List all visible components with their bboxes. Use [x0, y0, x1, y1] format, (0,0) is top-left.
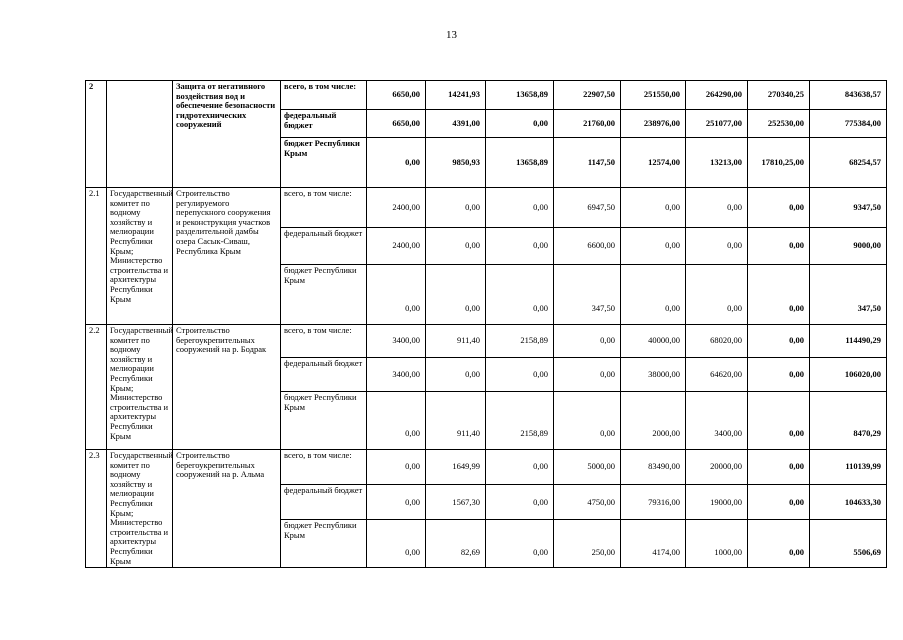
funding-source-label: всего, в том числе: — [281, 450, 367, 485]
value-cell: 3400,00 — [686, 392, 748, 450]
value-cell: 0,00 — [486, 265, 554, 325]
funding-source-label: федеральный бюджет — [281, 110, 367, 138]
value-cell: 1649,99 — [426, 450, 486, 485]
value-cell: 5000,00 — [554, 450, 621, 485]
executor-cell — [107, 81, 173, 188]
value-cell: 0,00 — [486, 358, 554, 392]
value-cell: 0,00 — [486, 520, 554, 568]
value-cell: 17810,25,00 — [748, 138, 810, 188]
value-cell: 8470,29 — [810, 392, 887, 450]
value-cell: 0,00 — [426, 228, 486, 265]
value-cell: 0,00 — [748, 520, 810, 568]
table-row — [86, 325, 887, 358]
value-cell: 0,00 — [367, 392, 426, 450]
value-cell: 2158,89 — [486, 325, 554, 358]
value-cell: 0,00 — [554, 392, 621, 450]
value-cell: 0,00 — [486, 110, 554, 138]
value-cell: 22907,50 — [554, 81, 621, 110]
value-cell: 252530,00 — [748, 110, 810, 138]
value-cell: 0,00 — [486, 228, 554, 265]
value-cell: 0,00 — [748, 188, 810, 228]
value-cell: 2000,00 — [621, 392, 686, 450]
value-cell: 82,69 — [426, 520, 486, 568]
funding-source-label: бюджет Республики Крым — [281, 520, 367, 568]
value-cell: 9850,93 — [426, 138, 486, 188]
value-cell: 0,00 — [367, 520, 426, 568]
value-cell: 0,00 — [748, 228, 810, 265]
value-cell: 4750,00 — [554, 485, 621, 520]
value-cell: 6600,00 — [554, 228, 621, 265]
value-cell: 0,00 — [686, 228, 748, 265]
value-cell: 0,00 — [367, 485, 426, 520]
item-number: 2.2 — [86, 325, 107, 450]
value-cell: 0,00 — [748, 358, 810, 392]
value-cell: 38000,00 — [621, 358, 686, 392]
value-cell: 104633,30 — [810, 485, 887, 520]
value-cell: 0,00 — [426, 188, 486, 228]
value-cell: 0,00 — [686, 265, 748, 325]
value-cell: 0,00 — [486, 188, 554, 228]
funding-source-label: федеральный бюджет — [281, 358, 367, 392]
value-cell: 79316,00 — [621, 485, 686, 520]
value-cell: 250,00 — [554, 520, 621, 568]
value-cell: 3400,00 — [367, 358, 426, 392]
value-cell: 106020,00 — [810, 358, 887, 392]
value-cell: 2158,89 — [486, 392, 554, 450]
value-cell: 9347,50 — [810, 188, 887, 228]
value-cell: 264290,00 — [686, 81, 748, 110]
value-cell: 2400,00 — [367, 228, 426, 265]
value-cell: 19000,00 — [686, 485, 748, 520]
value-cell: 4391,00 — [426, 110, 486, 138]
value-cell: 0,00 — [554, 325, 621, 358]
measure-title: Строительство берегоукрепительных сооружений на р. Бодрак — [173, 325, 281, 450]
value-cell: 0,00 — [426, 265, 486, 325]
value-cell: 0,00 — [621, 265, 686, 325]
value-cell: 1567,30 — [426, 485, 486, 520]
funding-source-label: федеральный бюджет — [281, 485, 367, 520]
funding-source-label: всего, в том числе: — [281, 188, 367, 228]
value-cell: 251077,00 — [686, 110, 748, 138]
budget-table — [85, 80, 887, 568]
funding-source-label: бюджет Республики Крым — [281, 392, 367, 450]
value-cell: 9000,00 — [810, 228, 887, 265]
value-cell: 0,00 — [426, 358, 486, 392]
table-row — [86, 81, 887, 110]
value-cell: 1000,00 — [686, 520, 748, 568]
table-row — [86, 188, 887, 228]
measure-title: Строительство регулируемого перепускного сооружения и реконструкция участков разделительной дамбы озера Сасык-Сиваш, Республика Крым — [173, 188, 281, 325]
value-cell: 68020,00 — [686, 325, 748, 358]
value-cell: 238976,00 — [621, 110, 686, 138]
value-cell: 251550,00 — [621, 81, 686, 110]
value-cell: 347,50 — [810, 265, 887, 325]
value-cell: 911,40 — [426, 392, 486, 450]
value-cell: 347,50 — [554, 265, 621, 325]
table-row — [86, 450, 887, 485]
value-cell: 775384,00 — [810, 110, 887, 138]
value-cell: 20000,00 — [686, 450, 748, 485]
measure-title: Защита от негативного воздействия вод и обеспечение безопасности гидротехнических сооружений — [173, 81, 281, 188]
executor-cell: Государственный комитет по водному хозяйству и мелиорации Республики Крым; Министерство строительства и архитектуры Республики Крым — [107, 188, 173, 325]
value-cell: 110139,99 — [810, 450, 887, 485]
value-cell: 6947,50 — [554, 188, 621, 228]
value-cell: 0,00 — [486, 450, 554, 485]
value-cell: 270340,25 — [748, 81, 810, 110]
value-cell: 0,00 — [686, 188, 748, 228]
value-cell: 911,40 — [426, 325, 486, 358]
value-cell: 0,00 — [367, 450, 426, 485]
value-cell: 0,00 — [748, 450, 810, 485]
value-cell: 4174,00 — [621, 520, 686, 568]
value-cell: 13658,89 — [486, 81, 554, 110]
measure-title: Строительство берегоукрепительных сооружений на р. Альма — [173, 450, 281, 568]
value-cell: 0,00 — [621, 228, 686, 265]
value-cell: 114490,29 — [810, 325, 887, 358]
item-number: 2 — [86, 81, 107, 188]
value-cell: 0,00 — [367, 138, 426, 188]
value-cell: 0,00 — [748, 485, 810, 520]
funding-source-label: всего, в том числе: — [281, 325, 367, 358]
value-cell: 6650,00 — [367, 110, 426, 138]
value-cell: 5506,69 — [810, 520, 887, 568]
page-number: 13 — [446, 29, 457, 41]
value-cell: 0,00 — [486, 485, 554, 520]
value-cell: 12574,00 — [621, 138, 686, 188]
value-cell: 14241,93 — [426, 81, 486, 110]
executor-cell: Государственный комитет по водному хозяйству и мелиорации Республики Крым; Министерство строительства и архитектуры Республики Крым — [107, 450, 173, 568]
value-cell: 0,00 — [748, 265, 810, 325]
item-number: 2.3 — [86, 450, 107, 568]
funding-source-label: всего, в том числе: — [281, 81, 367, 110]
value-cell: 68254,57 — [810, 138, 887, 188]
value-cell: 0,00 — [621, 188, 686, 228]
value-cell: 13658,89 — [486, 138, 554, 188]
executor-cell: Государственный комитет по водному хозяйству и мелиорации Республики Крым; Министерство строительства и архитектуры Республики Крым — [107, 325, 173, 450]
value-cell: 13213,00 — [686, 138, 748, 188]
value-cell: 0,00 — [554, 358, 621, 392]
funding-source-label: федеральный бюджет — [281, 228, 367, 265]
item-number: 2.1 — [86, 188, 107, 325]
value-cell: 3400,00 — [367, 325, 426, 358]
value-cell: 64620,00 — [686, 358, 748, 392]
value-cell: 1147,50 — [554, 138, 621, 188]
value-cell: 0,00 — [748, 392, 810, 450]
value-cell: 0,00 — [367, 265, 426, 325]
value-cell: 843638,57 — [810, 81, 887, 110]
funding-source-label: бюджет Республики Крым — [281, 265, 367, 325]
value-cell: 83490,00 — [621, 450, 686, 485]
value-cell: 6650,00 — [367, 81, 426, 110]
value-cell: 2400,00 — [367, 188, 426, 228]
value-cell: 21760,00 — [554, 110, 621, 138]
value-cell: 0,00 — [748, 325, 810, 358]
value-cell: 40000,00 — [621, 325, 686, 358]
funding-source-label: бюджет Республики Крым — [281, 138, 367, 188]
